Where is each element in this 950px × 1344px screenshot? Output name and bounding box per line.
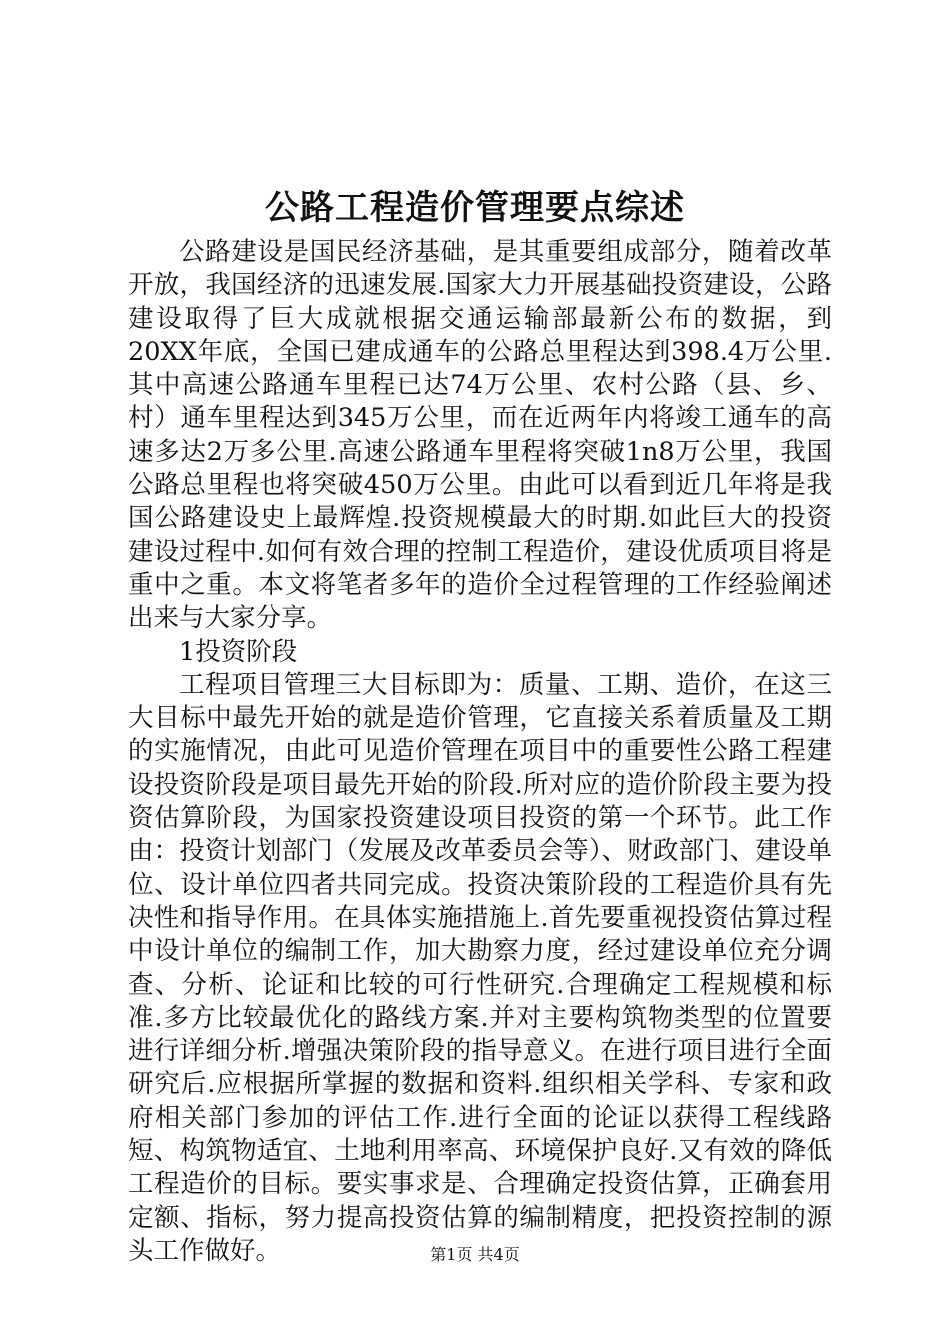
- page-number-footer: 第1页 共4页: [430, 1245, 520, 1264]
- document-title: 公路工程造价管理要点综述: [265, 188, 685, 228]
- document-body: [128, 236, 832, 1268]
- paragraph-investment-stage: 工程项目管理三大目标即为：质量、工期、造价，在这三大目标中最先开始的就是造价管理，它直接关系着质量及工期的实施情况，由此可见造价管理在项目中的重要性公路工程建设投资阶段是项目最先开始的阶段.所对应的造价阶段主要为投资估算阶段，为国家投资建设项目投资的第一个环节。此工作由：投资计划部门（发展及改革委员会等）、财政部门、建设单位、设计单位四者共同完成。投资决策阶段的工程造价具有先决性和指导作用。在具体实施措施上.首先要重视投资估算过程中设计单位的编制工作，加大勘察力度，经过建设单位充分调查、分析、论证和比较的可行性研究.合理确定工程规模和标准.多方比较最优化的路线方案.并对主要构筑物类型的位置要进行详细分析.增强决策阶段的指导意义。在进行项目进行全面研究后.应根据所掌握的数据和资料.组织相关学科、专家和政府相关部门参加的评估工作.进行全面的论证以获得工程线路短、构筑物适宜、土地利用率高、环境保护良好.又有效的降低工程造价的目标。要实事求是、合理确定投资估算，正确套用定额、指标，努力提高投资估算的编制精度，把投资控制的源头工作做好。: [128, 669, 832, 1266]
- paragraph-intro: 公路建设是国民经济基础，是其重要组成部分，随着改革开放，我国经济的迅速发展.国家大力开展基础投资建设，公路建设取得了巨大成就根据交通运输部最新公布的数据，到20XX年底，全国已建成通车的公路总里程达到398.4万公里.其中高速公路通车里程已达74万公里、农村公路（县、乡、村）通车里程达到345万公里，而在近两年内将竣工通车的高速多达2万多公里.高速公路通车里程将突破1n8万公里，我国公路总里程也将突破450万公里。由此可以看到近几年将是我国公路建设史上最辉煌.投资规模最大的时期.如此巨大的投资建设过程中.如何有效合理的控制工程造价，建设优质项目将是重中之重。本文将笔者多年的造价全过程管理的工作经验阐述出来与大家分享。: [128, 237, 832, 634]
- section-heading-investment: 1投资阶段: [179, 636, 298, 667]
